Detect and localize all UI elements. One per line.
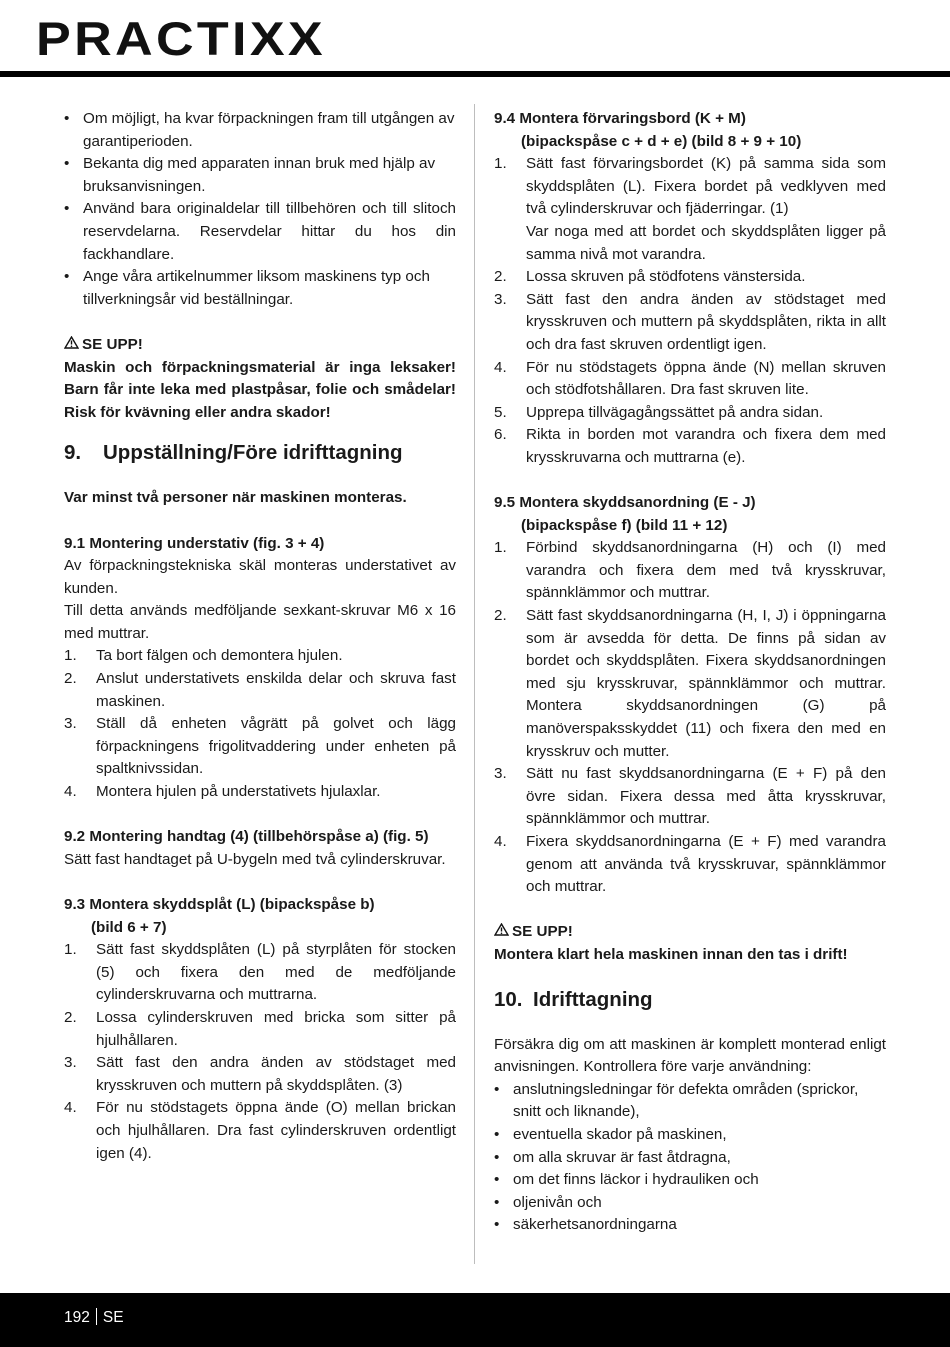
warning-text: Maskin och förpackningsmaterial är inga leksaker! Barn får inte leka med plastpåsar, folie och smådelar! Risk för kvävning eller andra skador! [64,358,456,421]
subsection-heading: 9.1 Montering understativ (fig. 3 + 4) [64,534,325,552]
list-item: 1. Förbind skyddsanordningarna (H) och (I) med varandra och fixera dem med två krysskruvar, spännklämmor och muttrar. [494,539,886,602]
page-footer [0,1293,950,1347]
list-item: • oljenivån och [494,1192,886,1215]
list-item: • om alla skruvar är fast åtdragna, [494,1147,886,1170]
paragraph: Försäkra dig om att maskinen är komplett monterad enligt anvisningen. Kontrollera före varje användning: [494,1035,886,1076]
subsection-heading: 9.3 Montera skyddsplåt (L) (bipackspåse b) [64,896,375,913]
list-item: 3. Sätt fast den andra änden av stödstaget med krysskruven och muttern på skyddsplåten. (3) [64,1054,456,1094]
list-item: 2. Sätt fast skyddsanordningarna (H, I, J) i öppningarna som är avsedda för detta. De finns på sidan av bordet och skyddsplåten. Fixera skyddsanordningen med sju krysskruvar, spännklämmor och muttrar. Montera skyddsanordningen (G) på manöverspaksskyddet (11) och fixera den med en krysskruv och mutter. [494,607,886,760]
step-list [494,153,886,469]
warning-triangle-icon [494,921,512,944]
list-item: • säkerhetsanordningarna [494,1214,886,1237]
subsection-heading-cont: (bipackspåse f) (bild 11 + 12) [521,516,728,534]
list-item: 2. Lossa cylinderskruven med bricka som sitter på hjulhållaren. [64,1008,456,1049]
right-column [494,108,886,1237]
page-number: 192 SE [64,1309,124,1326]
warning-text: Montera klart hela maskinen innan den tas i drift! [494,945,848,963]
practixx-logo [36,10,332,73]
list-item: 4. Montera hjulen på understativets hjulaxlar. [64,783,381,801]
warning-title: SE UPP! [494,921,886,944]
header-rule [0,71,950,77]
step-list [64,939,456,1165]
section-heading: 9. Uppställning/Före idrifttagning [64,441,403,465]
paragraph: Till detta används medföljande sexkant-skruvar M6 x 16 med muttrar. [64,602,456,642]
list-item: • Bekanta dig med apparaten innan bruk med hjälp av bruksanvisningen. [64,153,456,198]
check-bullet-list [494,1079,886,1237]
list-item: 4. Fixera skyddsanordningarna (E + F) med varandra genom att använda två krysskruvar, spännklämmor och muttrar. [494,833,886,896]
subsection-heading: 9.4 Montera förvaringsbord (K + M) [494,110,746,127]
section-lead: Var minst två personer när maskinen monteras. [64,489,407,507]
subsection-heading: 9.2 Montering handtag (4) (tillbehörspåse a) (fig. 5) [64,828,429,846]
left-column [64,108,456,1165]
list-item: 5. Upprepa tillvägagångssättet på andra sidan. [494,403,824,421]
list-item: • Använd bara originaldelar till tillbehören och till slitoch reservdelarna. Reservdelar hittar du hos din fackhandlare. [64,198,456,266]
step-list [64,645,456,803]
list-item: 1. Sätt fast skyddsplåten (L) på styrplåten för stocken (5) och fixera den med de medföljande cylinderskruvarna och muttrarna. [64,941,456,1004]
step-list [494,537,886,899]
list-item: • Om möjligt, ha kvar förpackningen fram till utgången av garantiperioden. [64,108,456,153]
footer-separator [96,1308,97,1325]
list-item: 2. Lossa skruven på stödfotens vänstersida. [494,268,806,286]
warning-triangle-icon [64,334,82,357]
list-item: 1. Sätt fast förvaringsbordet (K) på samma sida som skyddsplåten (L). Fixera bordet på vedklyven med två cylinderskruvar och fjäderringar. (1) Var noga med att bordet och skyddsplåten ligger på samma nivå mot varandra. [494,155,886,263]
column-divider [474,104,475,1264]
list-item: 3. Ställ då enheten vågrätt på golvet och lägg förpackningens frigolitvaddering under enheten på spaltknivssidan. [64,715,456,778]
paragraph: Av förpackningstekniska skäl monteras understativet av kunden. [64,557,456,597]
paragraph: Sätt fast handtaget på U-bygeln med två cylinderskruvar. [64,850,446,868]
list-item: • Ange våra artikelnummer liksom maskinens typ och tillverkningsår vid beställningar. [64,266,456,311]
subsection-heading: 9.5 Montera skyddsanordning (E - J) [494,494,756,512]
list-item: • om det finns läckor i hydrauliken och [494,1169,886,1192]
list-item: • anslutningsledningar för defekta områden (sprickor, snitt och liknande), [494,1079,886,1124]
section-heading: 10. Idrifttagning [494,987,653,1011]
subsection-heading-cont: (bipackspåse c + d + e) (bild 8 + 9 + 10) [521,132,802,150]
list-item: 6. Rikta in borden mot varandra och fixera dem med krysskruvarna och muttrarna (e). [494,426,886,466]
list-item: 1. Ta bort fälgen och demontera hjulen. [64,647,343,665]
list-item: 4. För nu stödstagets öppna ände (N) mellan skruven och stödfotshållaren. Dra fast skruven lite. [494,358,886,399]
list-item: 2. Anslut understativets enskilda delar och skruva fast maskinen. [64,670,456,710]
list-item: 3. Sätt nu fast skyddsanordningarna (E + F) på den övre sidan. Fixera dessa med åtta krysskruvar, spännklämmor och muttrar. [494,765,886,828]
warning-title: SE UPP! [64,334,456,357]
subsection-heading-cont: (bild 6 + 7) [91,918,167,936]
list-item: 4. För nu stödstagets öppna ände (O) mellan brickan och hjulhållaren. Dra fast cylinderskruven ordentligt igen (4). [64,1099,456,1162]
logo-text: PRACTIXX [36,12,326,65]
list-item: • eventuella skador på maskinen, [494,1124,886,1147]
list-item: 3. Sätt fast den andra änden av stödstaget med krysskruven och muttern på skyddsplåten, rikta in allt och dra fast skruven ordentligt igen. [494,290,886,353]
intro-bullet-list [64,108,456,311]
